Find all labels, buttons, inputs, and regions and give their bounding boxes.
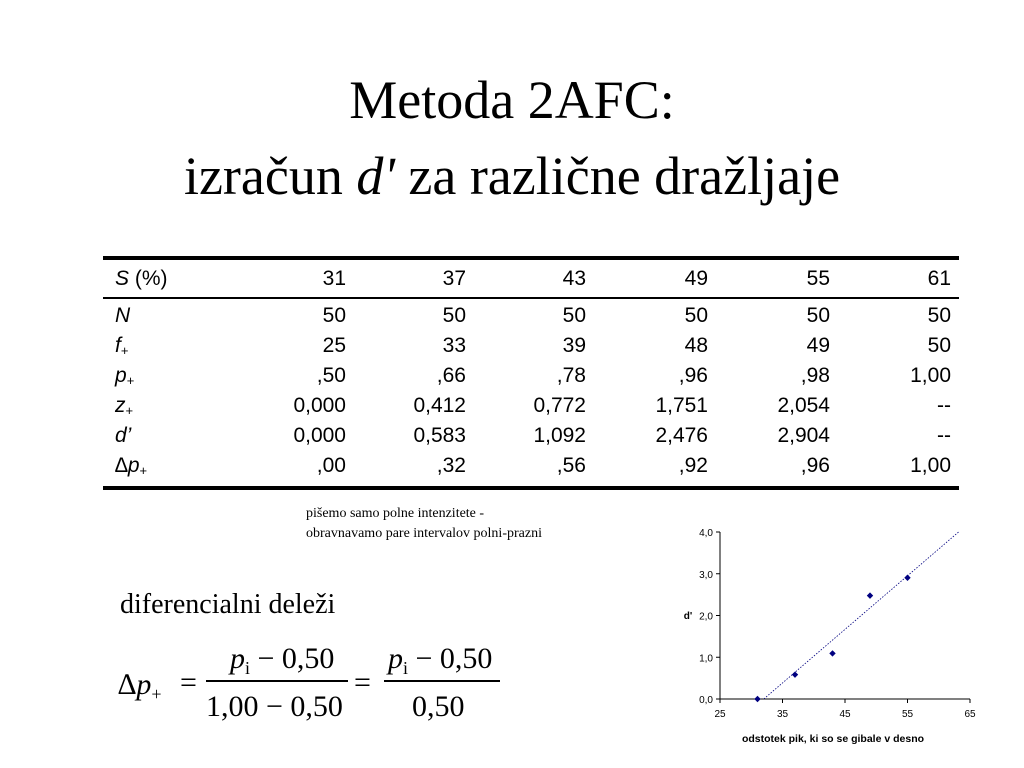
table-cell: 0,000: [293, 424, 346, 447]
table-cell: 50: [442, 304, 466, 327]
table-cell: ,78: [556, 364, 586, 387]
table-cell: ,50: [316, 364, 346, 387]
table-cell: --: [937, 394, 951, 417]
header-var: S: [115, 266, 130, 290]
num1-sub: i: [245, 658, 251, 678]
fraction-bar-2: [384, 680, 500, 682]
data-point: [754, 696, 760, 702]
equals-sign-1: =: [180, 666, 197, 699]
denominator-1: 1,00 − 0,50: [206, 690, 343, 723]
table-cell: 50: [927, 304, 951, 327]
row-label: [103, 394, 242, 418]
table-cell: 0,772: [533, 394, 586, 417]
equals-sign-2: =: [354, 666, 371, 699]
row-var: ∆p: [115, 454, 140, 477]
table-cell: 1,00: [910, 364, 951, 387]
numerator-2: [388, 642, 492, 679]
x-tick-label: 25: [714, 709, 726, 720]
x-tick-label: 65: [964, 709, 976, 720]
row-label: [103, 454, 242, 478]
formula: [118, 640, 518, 730]
table-row: [103, 301, 959, 331]
row-var-sub: +: [120, 343, 129, 358]
row-var-sub: +: [126, 373, 135, 388]
table-cell: 2,904: [777, 424, 830, 447]
numerator-1: [230, 642, 334, 679]
data-point: [792, 671, 798, 677]
table-header-row: [103, 260, 959, 297]
table-cell: 50: [322, 304, 346, 327]
lhs-var: p: [136, 668, 152, 701]
x-axis-label: odstotek pik, ki so se gibale v desno: [741, 733, 925, 745]
header-cell: 55: [806, 266, 830, 290]
header-cell: 43: [562, 266, 586, 290]
table-cell: ,66: [436, 364, 466, 387]
num2-rest: − 0,50: [408, 642, 493, 675]
row-var: d’: [115, 424, 132, 447]
slide-title-line2: [0, 146, 1024, 206]
header-label: [103, 267, 242, 291]
header-cell: 37: [442, 266, 466, 290]
num1-var: p: [230, 642, 245, 675]
y-tick-label: 2,0: [699, 611, 713, 623]
title-text-c: za različne dražljaje: [394, 146, 841, 206]
footnote-line1: pišemo samo polne intenzitete -: [306, 506, 485, 521]
row-var: z: [115, 394, 126, 417]
table-cell: ,00: [316, 454, 346, 477]
dprime-scatter-chart: [670, 522, 976, 754]
y-tick-label: 1,0: [699, 653, 713, 665]
table-cell: ,96: [678, 364, 708, 387]
table-cell: 49: [806, 334, 830, 357]
table-cell: 50: [806, 304, 830, 327]
row-var: N: [115, 304, 131, 327]
table-cell: 2,054: [777, 394, 830, 417]
formula-lhs: [118, 668, 162, 705]
title-dprime: d': [356, 146, 395, 206]
row-label: [103, 334, 242, 358]
data-point: [829, 650, 835, 656]
y-axis-label: d': [683, 610, 693, 622]
num2-var: p: [388, 642, 403, 675]
header-unit: (%): [129, 266, 168, 290]
table-cell: 50: [927, 334, 951, 357]
table-cell: 1,00: [910, 454, 951, 477]
results-table: [103, 256, 959, 490]
table-body: [103, 301, 959, 486]
row-var-sub: +: [125, 403, 134, 418]
table-cell: --: [937, 424, 951, 447]
footnote: [306, 504, 542, 544]
table-cell: 39: [562, 334, 586, 357]
table-cell: ,92: [678, 454, 708, 477]
table-cell: 1,092: [533, 424, 586, 447]
table-cell: 2,476: [655, 424, 708, 447]
table-cell: ,96: [800, 454, 830, 477]
delta-symbol: ∆: [118, 668, 137, 701]
table-bottom-rule: [103, 486, 959, 490]
table-header-rule: [103, 297, 959, 299]
row-var-sub: +: [139, 463, 148, 478]
x-tick-label: 55: [901, 709, 914, 720]
row-label: [103, 304, 242, 328]
num2-sub: i: [403, 658, 409, 678]
row-label: [103, 424, 242, 448]
y-tick-label: 4,0: [699, 528, 713, 539]
x-tick-label: 35: [776, 709, 789, 720]
y-tick-label: 3,0: [699, 569, 713, 581]
table-cell: 50: [684, 304, 708, 327]
table-cell: 0,000: [293, 394, 346, 417]
table-cell: 25: [322, 334, 346, 357]
table-row: [103, 331, 959, 361]
section-heading: diferencialni deleži: [120, 589, 336, 620]
table-cell: ,56: [556, 454, 586, 477]
table-cell: 50: [562, 304, 586, 327]
table-row: [103, 451, 959, 481]
table-row: [103, 361, 959, 391]
header-cell: 49: [684, 266, 708, 290]
row-var: p: [115, 364, 127, 387]
data-point: [867, 592, 873, 598]
y-tick-label: 0,0: [699, 695, 713, 706]
row-label: [103, 364, 242, 388]
num1-rest: − 0,50: [250, 642, 335, 675]
table-cell: 0,412: [413, 394, 466, 417]
lhs-sub: +: [151, 684, 162, 704]
data-point: [904, 575, 910, 581]
table-cell: 1,751: [655, 394, 708, 417]
fraction-bar-1: [206, 680, 348, 682]
footnote-line2: obravnavamo pare intervalov polni-prazni: [306, 526, 542, 541]
table-cell: 33: [442, 334, 466, 357]
header-cell: 31: [322, 266, 346, 290]
slide-title-line1: Metoda 2AFC:: [349, 70, 675, 130]
table-cell: ,98: [800, 364, 830, 387]
title-text-a: izračun: [183, 146, 357, 206]
header-cell: 61: [927, 266, 951, 290]
table-cell: ,32: [436, 454, 466, 477]
table-row: [103, 421, 959, 451]
x-tick-label: 45: [839, 709, 851, 720]
table-cell: 0,583: [413, 424, 466, 447]
denominator-2: 0,50: [412, 690, 465, 723]
table-cell: 48: [684, 334, 708, 357]
row-var: f: [115, 334, 121, 357]
table-row: [103, 391, 959, 421]
